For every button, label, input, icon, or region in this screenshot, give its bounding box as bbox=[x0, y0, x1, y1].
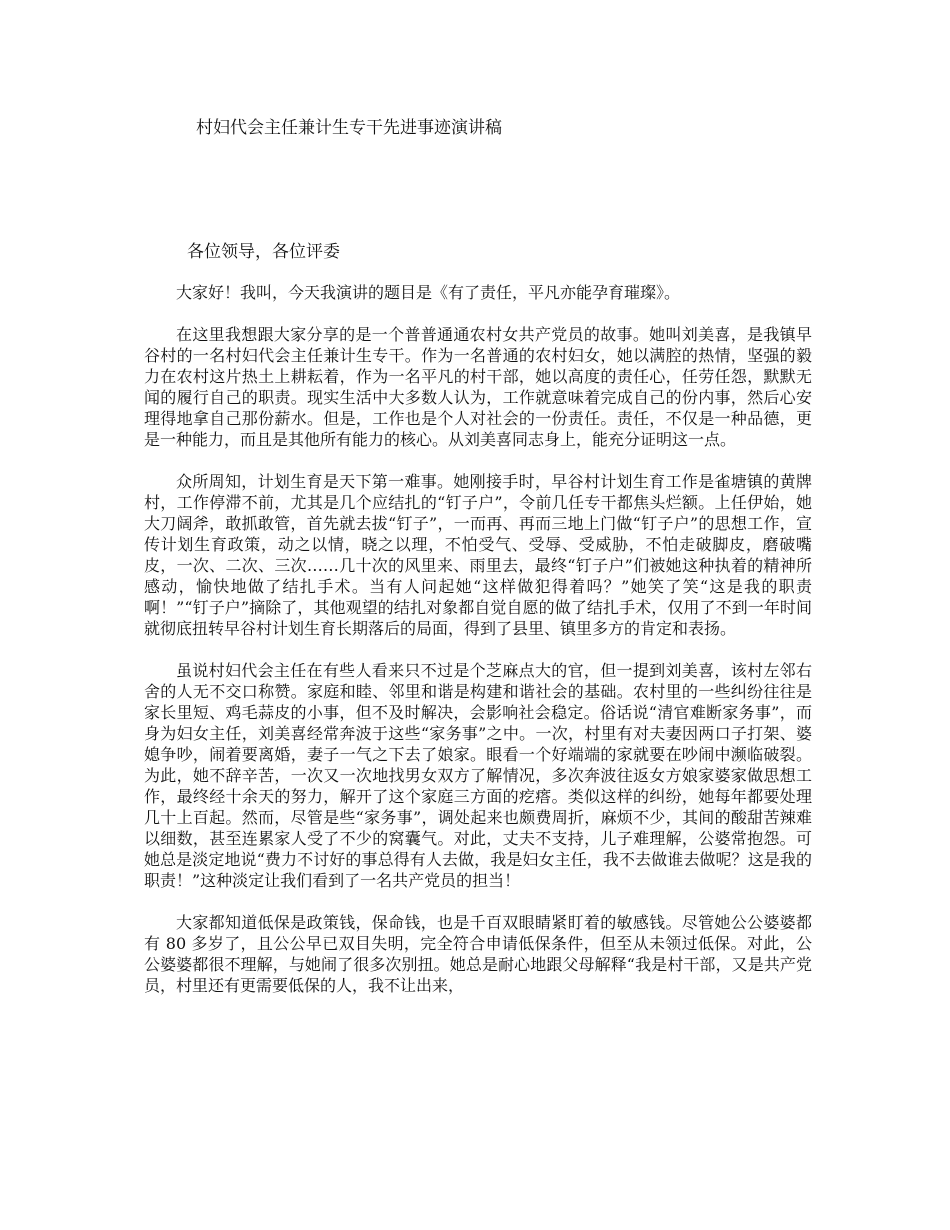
document-body bbox=[144, 282, 812, 1017]
document-title: 村妇代会主任兼计生专干先进事迹演讲稿 bbox=[196, 118, 502, 138]
paragraph-4: 大家都知道低保是政策钱，保命钱，也是千百双眼睛紧盯着的敏感钱。尽管她公公婆婆都有 80 多岁了，且公公早已双目失明，完全符合申请低保条件，但至从未领过低保。对此，公公婆婆都很不理解，与她闹了很多次别扭。她总是耐心地跟父母解释“我是村干部，又是共产党员，村里还有更需要低保的人，我不让出来， bbox=[144, 913, 812, 995]
greeting-line: 各位领导，各位评委 bbox=[187, 242, 340, 262]
paragraph-1: 在这里我想跟大家分享的是一个普普通通农村女共产党员的故事。她叫刘美喜，是我镇早谷村的一名村妇代会主任兼计生专干。作为一名普通的农村妇女，她以满腔的热情，坚强的毅力在农村这片热土上耕耘着，作为一名平凡的村干部，她以高度的责任心，任劳任怨，默默无闻的履行自己的职责。现实生活中大多数人认为，工作就意味着完成自己的份内事，然后心安理得地拿自己那份薪水。但是，工作也是个人对社会的一份责任。责任，不仅是一种品德，更是一种能力，而且是其他所有能力的核心。从刘美喜同志身上，能充分证明这一点。 bbox=[144, 325, 812, 449]
paragraph-3: 虽说村妇代会主任在有些人看来只不过是个芝麻点大的官，但一提到刘美喜，该村左邻右舍的人无不交口称赞。家庭和睦、邻里和谐是构建和谐社会的基础。农村里的一些纠纷往往是家长里短、鸡毛蒜皮的小事，但不及时解决，会影响社会稳定。俗话说“清官难断家务事”，而身为妇女主任，刘美喜经常奔波于这些“家务事”之中。一次，村里有对夫妻因两口子打架、婆媳争吵，闹着要离婚，妻子一气之下去了娘家。眼看一个好端端的家就要在吵闹中濒临破裂。为此，她不辞辛苦，一次又一次地找男女双方了解情况，多次奔波往返女方娘家婆家做思想工作，最终经十余天的努力，解开了这个家庭三方面的疙瘩。类似这样的纠纷，她每年都要处理几十上百起。然而，尽管是些“家务事”，调处起来也颇费周折，麻烦不少，其间的酸甜苦辣难以细数，甚至连累家人受了不少的窝囊气。对此，丈夫不支持，儿子难理解，公婆常抱怨。可她总是淡定地说“费力不讨好的事总得有人去做，我是妇女主任，我不去做谁去做呢？这是我的职责！”这种淡定让我们看到了一名共产党员的担当！ bbox=[144, 661, 812, 890]
paragraph-intro: 大家好！我叫，今天我演讲的题目是《有了责任，平凡亦能孕育璀璨》。 bbox=[176, 283, 681, 302]
paragraph-2: 众所周知，计划生育是天下第一难事。她刚接手时，早谷村计划生育工作是雀塘镇的黄牌村，工作停滞不前，尤其是几个应结扎的“钉子户”，令前几任专干都焦头烂额。上任伊始，她大刀阔斧，敢抓敢管，首先就去拔“钉子”，一而再、再而三地上门做“钉子户”的思想工作，宣传计划生育政策，动之以情，晓之以理，不怕受气、受辱、受威胁，不怕走破脚皮，磨破嘴皮，一次、二次、三次……几十次的风里来、雨里去，最终“钉子户”们被她这种执着的精神所感动，愉快地做了结扎手术。当有人问起她“这样做犯得着吗？”她笑了笑“这是我的职责啊！”“钉子户”摘除了，其他观望的结扎对象都自觉自愿的做了结扎手术，仅用了不到一年时间就彻底扭转早谷村计划生育长期落后的局面，得到了县里、镇里多方的肯定和表扬。 bbox=[144, 472, 812, 638]
